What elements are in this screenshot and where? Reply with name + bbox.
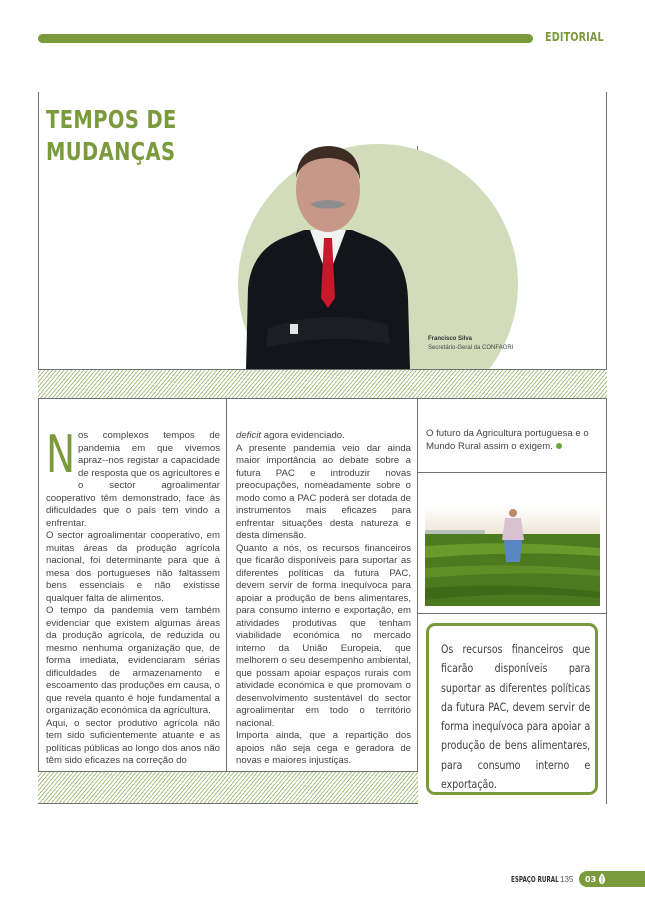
col-divider-1 [226,399,227,771]
italic-term: deficit [236,430,262,441]
paragraph-text: O futuro da Agricultura portuguesa e o Mundo Rural assim o exigem. [426,428,589,452]
frame-bottom [38,803,418,804]
section-label: EDITORIAL [545,30,604,44]
drop-cap: N [46,425,76,485]
paragraph: Importa ainda, que a repartição dos apoios não seja cega e geradora de novas e maiores injustiças. [236,730,411,766]
publication-name: ESPAÇO RURAL [511,875,559,884]
col3-rule-2 [417,613,607,614]
portrait-photo [238,138,418,370]
article-column-1 [46,425,220,768]
page-number: 03 [585,875,597,884]
author-name: Francisco Silva [428,336,473,342]
header-rule [38,34,533,43]
paragraph: Quanto a nós, os recursos financeiros que ficarão disponíveis para suportar as diferentes políticas da futura PAC, devem servir de forma inequívoca para apoiar a produção de bens alimentares, para consumo interno e exportação, em atividades produtivas que tenham viabilidade económica no mercado interno da União Europeia, que melhorem o seu desempenho ambiental, que possam apoiar espaços rurais com atividade económica e que promovam o desenvolvimento sustentável do sector agroalimentar em todo o território nacional. [236,542,411,729]
hatch-band-bottom [38,771,418,804]
paragraph: os complexos tempos de pandemia em que vivemos apraz--nos registar a capacidade de resposta que os agricultores e o sector agroalimentar cooperativo têm demonstrado, face às dificuldades que o país tem vindo a enfrentar. [46,430,220,529]
hatch-band-top [38,369,607,399]
issue-number: 135 [560,875,574,884]
paragraph [236,430,411,443]
article-column-2 [236,430,411,768]
paragraph: O sector agroalimentar cooperativo, em muitas áreas da produção agrícola nacional, foi determinante para que à mesa dos portugueses não faltassem bens essenciais e não existisse qualquer falta de alimentos. [46,530,220,604]
col-divider-2 [417,399,418,804]
hatch-top-border [38,369,607,370]
col3-rule-1 [417,472,607,473]
closing-paragraph [426,428,602,453]
paragraph: O tempo da pandemia vem também evidenciar que existem algumas áreas da produção agrícola, de reduzida ou mesmo nenhuma organização que, de forma imediata, evidenciaram sérias dificuldades de armazenamento e escoamento das produções em causa, o que revela quanto é hoje fundamental a organização económica da agricultura. [46,605,220,716]
end-mark-icon [556,443,562,449]
frame-right-col3 [606,399,607,804]
hatch-bottom-top-border [38,771,418,772]
farmer-in-field-photo [425,506,600,606]
frame-right-top [606,92,607,402]
title-line-2: MUDANÇAS [46,137,176,166]
hatch-bottom-border [38,398,607,399]
paragraph: Aqui, o sector produtivo agrícola não tem sido suficientemente atuante e as políticas públicas ao longo dos anos não têm sido eficazes na correção do [46,717,220,766]
article-column-3 [426,428,602,453]
pull-quote-text: Os recursos financeiros que ficarão disponíveis para suportar as diferentes políticas da futura PAC, devem servir de forma inequívoca para apoiar a produção de bens alimentares, para consumo interno e exportação. [441,642,591,792]
author-role: Secretário-Geral da CONFAGRI [428,345,514,351]
pull-quote-box [426,623,598,795]
drop-leaf-icon [598,873,606,884]
paragraph: A presente pandemia veio dar ainda maior importância ao debate sobre a futura PAC e introduzir novas preocupações, nomeadamente sobre o modo como a PAC poderá ser dotada de instrumentos mais eficazes para enfrentar situações desta natureza e desta dimensão. [236,442,411,541]
paragraph-text: agora evidenciado. [261,430,345,441]
title-line-1: TEMPOS DE [46,105,177,134]
